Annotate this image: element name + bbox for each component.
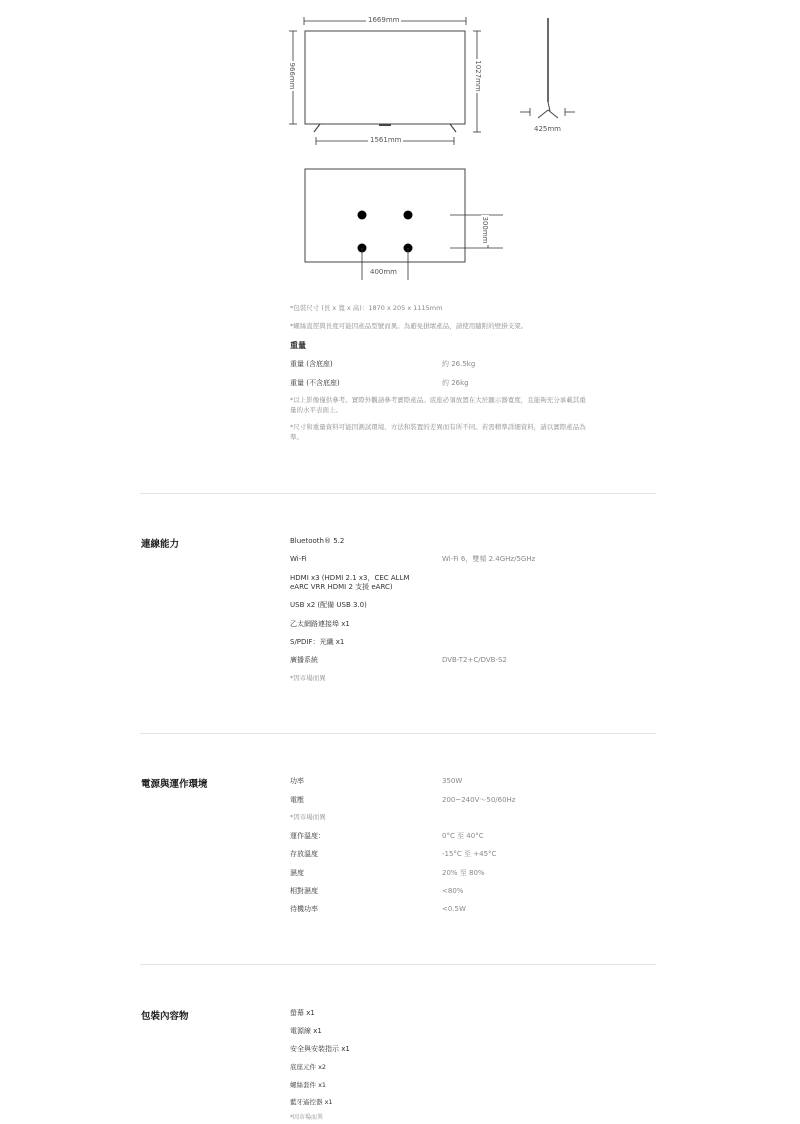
stand-width-dimension-label: 1561mm: [370, 136, 402, 144]
connectivity-usb: USB x2 (配備 USB 3.0): [290, 601, 367, 609]
connectivity-section-title: 連線能力: [141, 539, 180, 550]
section-divider: [140, 493, 656, 494]
relative-humidity-label: 相對濕度: [290, 887, 318, 895]
package-item: 螢幕 x1: [290, 1009, 315, 1017]
humidity-value: 20% 至 80%: [442, 869, 485, 877]
height-left-dimension-label: 966mm: [288, 62, 296, 90]
weight-without-stand-label: 重量 (不含底座): [290, 379, 340, 387]
power-section-title: 電源與運作環境: [141, 779, 208, 790]
power-row-value: 350W: [442, 777, 463, 785]
weight-heading: 重量: [290, 341, 306, 350]
connectivity-ethernet: 乙太網路連接埠 x1: [290, 620, 350, 628]
weight-with-stand-value: 約 26.5kg: [442, 360, 476, 368]
connectivity-wifi-value: Wi-Fi 6，雙頻 2.4GHz/5GHz: [442, 555, 536, 563]
weight-note-image: *以上影像僅供參考。實際外觀請參考實際產品。底座必須放置在大於顯示器寬度，且能夠充分承載其重量的水平表面上。: [290, 396, 586, 414]
package-item: 藍牙遙控器 x1: [290, 1098, 333, 1106]
connectivity-hdmi-line2: eARC VRR HDMI 2 支援 eARC): [290, 583, 393, 591]
tv-front-view-diagram: [280, 10, 500, 155]
tv-vesa-diagram: [300, 165, 510, 280]
operating-temp-label: 運作溫度：: [290, 832, 325, 840]
package-item: 底座元件 x2: [290, 1063, 327, 1071]
screw-note: *螺絲直徑與長度可能因產品型號而異。為避免損壞產品，請使用隨附的壁掛支架。: [290, 322, 528, 330]
power-market-note: *因市場而異: [290, 813, 326, 821]
depth-dimension-label: 425mm: [534, 125, 561, 133]
standby-power-value: <0.5W: [442, 905, 466, 913]
package-note: *因市場而異: [290, 1114, 324, 1121]
weight-note-data: *尺寸和重量資料可能因測試環境、方法和裝置的差異而有所不同。若需精準詳細資料，請以實際產品為準。: [290, 423, 586, 441]
weight-without-stand-value: 約 26kg: [442, 379, 469, 387]
voltage-row-label: 電壓: [290, 796, 304, 804]
package-item: 安全與安裝指示 x1: [290, 1045, 350, 1053]
connectivity-wifi-label: Wi-Fi: [290, 555, 307, 563]
package-item: 螺絲套件 x1: [290, 1081, 327, 1089]
standby-power-label: 待機功率: [290, 905, 318, 913]
storage-temp-value: -15°C 至 +45°C: [442, 850, 497, 858]
section-divider: [140, 733, 656, 734]
humidity-label: 濕度: [290, 869, 304, 877]
weight-with-stand-label: 重量 (含底座): [290, 360, 333, 368]
connectivity-bluetooth: Bluetooth® 5.2: [290, 537, 345, 545]
vesa-vertical-label: 300mm: [481, 216, 489, 244]
height-right-dimension-label: 1027mm: [474, 60, 482, 92]
connectivity-note: *因市場而異: [290, 674, 326, 682]
operating-temp-value: 0°C 至 40°C: [442, 832, 484, 840]
package-size-note: *包裝尺寸 (長 x 寬 x 高)：1870 x 205 x 1115mm: [290, 304, 443, 312]
relative-humidity-value: <80%: [442, 887, 464, 895]
tv-side-view-diagram: [515, 14, 585, 129]
connectivity-broadcast-value: DVB-T2+C/DVB-S2: [442, 656, 507, 664]
section-divider: [140, 964, 656, 965]
vesa-horizontal-label: 400mm: [370, 268, 397, 276]
storage-temp-label: 存放溫度: [290, 850, 318, 858]
connectivity-spdif: S/PDIF：光纖 x1: [290, 638, 345, 646]
connectivity-broadcast-label: 廣播系統: [290, 656, 318, 664]
width-dimension-label: 1669mm: [368, 16, 400, 24]
connectivity-hdmi-line1: HDMI x3 (HDMI 2.1 x3，CEC ALLM: [290, 574, 410, 582]
package-section-title: 包裝內容物: [141, 1011, 189, 1022]
package-item: 電源線 x1: [290, 1027, 322, 1035]
power-row-label: 功率: [290, 777, 304, 785]
voltage-row-value: 200~240V～50/60Hz: [442, 796, 516, 804]
